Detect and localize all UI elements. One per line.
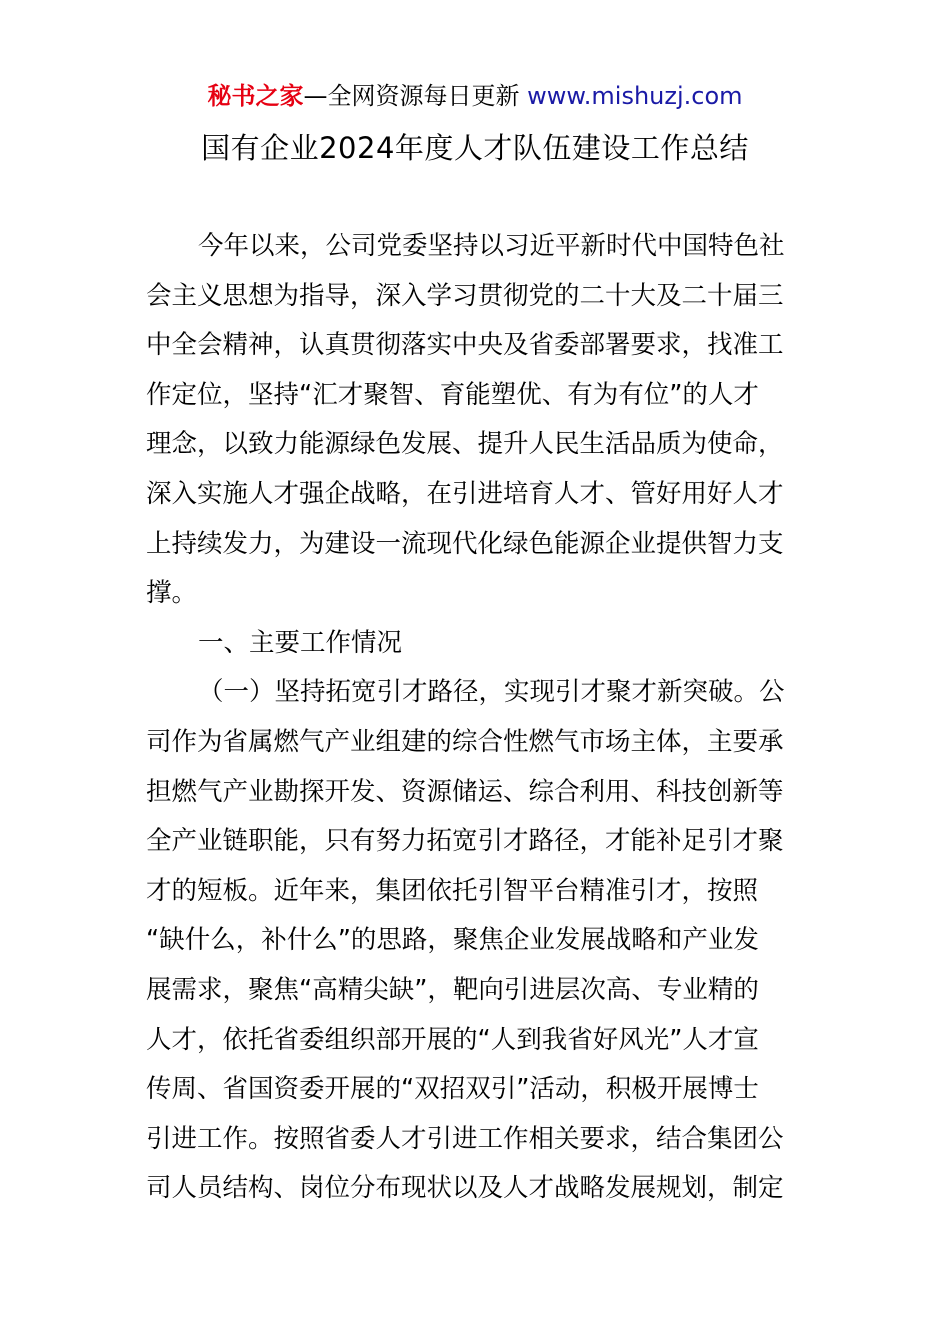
site-brand: 秘书之家 — [207, 82, 304, 110]
paragraph-line: “缺什么，补什么”的思路，聚焦企业发展战略和产业发 — [146, 925, 759, 956]
document-body — [146, 222, 806, 1214]
paragraph-line: 撑。 — [146, 578, 198, 609]
paragraph-line: 今年以来，公司党委坚持以习近平新时代中国特色社 — [198, 231, 785, 261]
paragraph-line: 中全会精神，认真贯彻落实中央及省委部署要求，找准工 — [146, 330, 784, 361]
paragraph-line: 会主义思想为指导，深入学习贯彻党的二十大及二十届三 — [146, 280, 784, 311]
paragraph-line: 展需求，聚焦“高精尖缺”，靶向引进层次高、专业精的 — [146, 974, 759, 1005]
paragraph-line: 引进工作。按照省委人才引进工作相关要求，结合集团公 — [146, 1123, 784, 1154]
section-heading: 一、主要工作情况 — [198, 627, 403, 658]
paragraph-line: 才的短板。近年来，集团依托引智平台精准引才，按照 — [146, 875, 759, 906]
site-tagline: —全网资源每日更新 — [303, 82, 528, 110]
document-title: 国有企业2024年度人才队伍建设工作总结 — [201, 131, 749, 165]
paragraph-line: 担燃气产业勘探开发、资源储运、综合利用、科技创新等 — [146, 776, 784, 807]
paragraph-line: 作定位，坚持“汇才聚智、育能塑优、有为有位”的人才 — [146, 379, 759, 410]
paragraph-line: 司作为省属燃气产业组建的综合性燃气市场主体，主要承 — [146, 726, 784, 757]
paragraph-line: 全产业链职能，只有努力拓宽引才路径，才能补足引才聚 — [146, 826, 784, 857]
paragraph-line: （一）坚持拓宽引才路径，实现引才聚才新突破。公 — [198, 677, 785, 708]
paragraph-line: 人才，依托省委组织部开展的“人到我省好风光”人才宣 — [146, 1024, 759, 1055]
paragraph-line: 传周、省国资委开展的“双招双引”活动，积极开展博士 — [146, 1074, 759, 1105]
site-header — [0, 80, 950, 112]
paragraph-line: 上持续发力，为建设一流现代化绿色能源企业提供智力支 — [146, 528, 784, 559]
site-url-link[interactable]: www.mishuzj.com — [527, 82, 743, 110]
paragraph-line: 深入实施人才强企战略，在引进培育人才、管好用好人才 — [146, 478, 784, 509]
paragraph-line: 理念，以致力能源绿色发展、提升人民生活品质为使命， — [146, 429, 784, 460]
paragraph-line: 司人员结构、岗位分布现状以及人才战略发展规划，制定 — [146, 1173, 784, 1204]
